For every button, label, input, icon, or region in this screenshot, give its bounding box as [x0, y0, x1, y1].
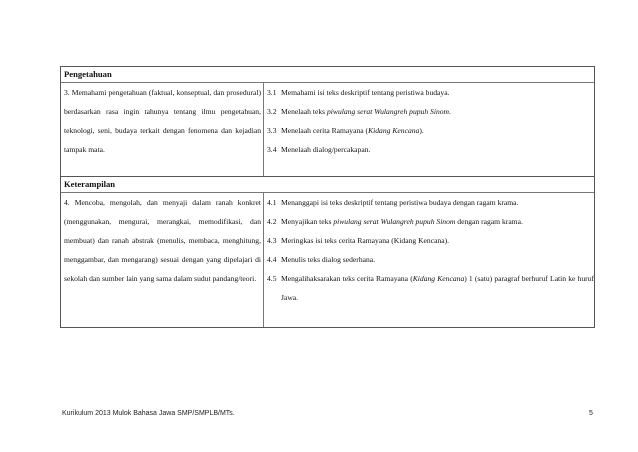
- list-item: [267, 102, 594, 121]
- item-text-end: dengan ragam krama.: [455, 217, 523, 226]
- item-number: 3.3: [267, 126, 277, 135]
- list-item: [267, 269, 594, 307]
- list-item: [267, 231, 594, 250]
- list-item: [267, 193, 594, 212]
- item-number: 4.3: [267, 236, 277, 245]
- core-competency-text: Mencoba, mengolah, dan menyaji dalam ranah konkret (menggunakan, mengurai, merangkai, memodifikasi, dan membuat) dan ranah abstrak (menulis, membaca, menghitung, menggambar, dan mengarang) sesuai dengan yang dipelajari di sekolah dan sumber lain yang sama dalam sudut pandang/teori.: [64, 198, 261, 283]
- item-number: 4.1: [267, 198, 277, 207]
- item-text: Meringkas isi teks cerita Ramayana (Kidang Kencana).: [281, 236, 450, 245]
- item-text-end: .: [449, 107, 451, 116]
- item-text: Menelaah cerita Ramayana (: [281, 126, 369, 135]
- list-item: [267, 212, 594, 231]
- item-italic-text: piwulang serat Wulangreh pupuh Sinom: [326, 107, 450, 116]
- core-competency-cell: [61, 83, 264, 176]
- item-number: 3.1: [267, 88, 277, 97]
- item-number: 4.4: [267, 255, 277, 264]
- core-competency-text: Memahami pengetahuan (faktual, konseptual, dan prosedural) berdasarkan rasa ingin tahunya tentang ilmu pengetahuan, teknologi, seni, budaya terkait dengan fenomena dan kejadian tampak mata.: [64, 88, 261, 154]
- item-number: 3.2: [267, 107, 277, 116]
- list-item: [267, 121, 594, 140]
- item-italic-text: Kidang Kencana: [412, 274, 465, 283]
- item-italic-text: Kidang Kencana: [368, 126, 420, 135]
- item-text-end: ).: [419, 126, 424, 135]
- item-text: Menelaah dialog/percakapan.: [281, 145, 371, 154]
- core-competency-cell: [61, 193, 264, 327]
- section-pengetahuan: [61, 67, 594, 177]
- item-text: Menelaah teks: [281, 107, 327, 116]
- core-competency-number: 3.: [64, 88, 70, 97]
- item-number: 4.5: [267, 274, 277, 283]
- section-heading: Keterampilan: [61, 177, 594, 193]
- item-text: Menanggapi isi teks deskriptif tentang peristiwa budaya dengan ragam krama.: [281, 198, 519, 207]
- item-text-end: ) 1 (satu) paragraf berhuruf Latin ke huruf Jawa.: [281, 274, 594, 302]
- item-text: Menulis teks dialog sederhana.: [281, 255, 376, 264]
- item-text: Mengalihaksarakan teks cerita Ramayana (: [281, 274, 413, 283]
- basic-competency-cell: [264, 193, 594, 327]
- competency-table: [60, 66, 595, 328]
- list-item: [267, 140, 594, 159]
- section-keterampilan: [61, 177, 594, 327]
- section-heading: Pengetahuan: [61, 67, 594, 83]
- list-item: [267, 250, 594, 269]
- core-competency-number: 4.: [64, 198, 70, 207]
- list-item: [267, 83, 594, 102]
- page-number: 5: [589, 410, 593, 417]
- item-number: 3.4: [267, 145, 277, 154]
- item-text: Menyajikan teks: [281, 217, 334, 226]
- item-italic-text: piwulang serat Wulangreh pupuh Sinom: [333, 217, 456, 226]
- item-text: Memahami isi teks deskriptif tentang peristiwa budaya.: [281, 88, 450, 97]
- footer-title: Kurikulum 2013 Mulok Bahasa Jawa SMP/SMPLB/MTs.: [62, 410, 235, 417]
- item-number: 4.2: [267, 217, 277, 226]
- basic-competency-cell: [264, 83, 594, 176]
